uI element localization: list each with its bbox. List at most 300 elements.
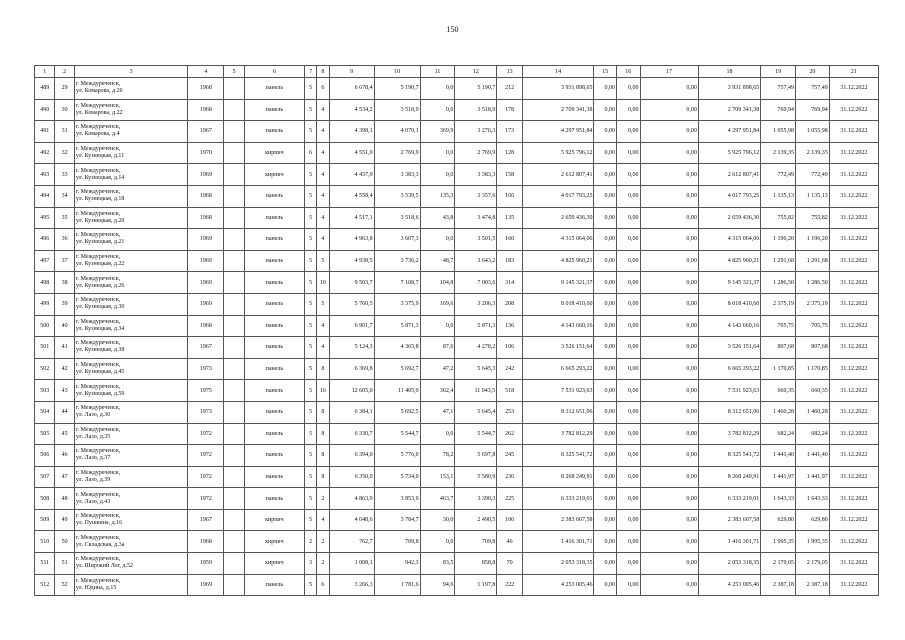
table-cell: 3 375,9	[374, 293, 420, 315]
table-cell: 0,00	[616, 358, 640, 380]
table-cell: 2 383 607,58	[522, 509, 594, 531]
table-cell: 0,00	[640, 401, 698, 423]
table-cell: 30	[55, 99, 74, 121]
table-cell: 8 325 541,72	[698, 445, 760, 467]
table-cell: 0,00	[616, 553, 640, 575]
column-header: 16	[616, 66, 640, 78]
table-cell: 4 437,9	[329, 164, 374, 186]
table-cell: 8	[317, 423, 329, 445]
table-cell: 8 312 651,06	[698, 401, 760, 423]
table-cell: 0,00	[594, 358, 617, 380]
table-cell: 1 197,8	[455, 574, 497, 596]
table-cell	[224, 358, 244, 380]
column-header: 9	[329, 66, 374, 78]
table-cell: 0,00	[640, 488, 698, 510]
address-line: ул. Кузнецкая, д.30	[75, 304, 125, 311]
table-cell: 858,8	[455, 553, 497, 575]
table-cell: 1967	[188, 509, 224, 531]
column-header: 21	[829, 66, 878, 78]
table-cell: 8	[317, 445, 329, 467]
table-cell: 1 055,98	[761, 121, 796, 143]
table-cell: 511	[35, 553, 55, 575]
table-cell: 41	[55, 337, 74, 359]
table-cell: 0,00	[616, 488, 640, 510]
table-row	[35, 185, 879, 207]
table-cell: панель	[244, 78, 304, 100]
table-cell: 682,24	[761, 423, 796, 445]
table-cell: 4 517,1	[329, 207, 374, 229]
table-cell: 3 383,3	[455, 164, 497, 186]
address-cell	[74, 445, 188, 467]
table-cell: 47	[55, 466, 74, 488]
table-cell: 6	[317, 78, 329, 100]
table-cell: 6 384,1	[329, 401, 374, 423]
table-cell: 31.12.2022	[829, 293, 878, 315]
address-line: ул. Кузнецкая, д.21	[75, 239, 125, 246]
table-cell: 1 055,98	[795, 121, 829, 143]
table-cell: 2 139,35	[761, 142, 796, 164]
table-cell: 0,00	[616, 164, 640, 186]
table-cell: 497	[35, 250, 55, 272]
address-line: ул. Лазо, д.43	[75, 498, 111, 505]
address-cell	[74, 553, 188, 575]
table-cell: 5 692,7	[374, 358, 420, 380]
table-cell: 4 558,4	[329, 185, 374, 207]
table-cell: 705,75	[795, 315, 829, 337]
table-cell: 2 387,18	[795, 574, 829, 596]
table-cell: 47,2	[420, 358, 455, 380]
table-cell: 0,0	[420, 423, 455, 445]
table-cell: 0,00	[594, 164, 617, 186]
table-cell: 29	[55, 78, 74, 100]
table-cell	[224, 380, 244, 402]
table-row	[35, 207, 879, 229]
table-cell: 3 206,3	[455, 293, 497, 315]
table-cell: кирпич	[244, 509, 304, 531]
table-cell: 78,2	[420, 445, 455, 467]
table-cell: 4 825 960,21	[522, 250, 594, 272]
table-cell: 509	[35, 509, 55, 531]
table-cell: 1 441,40	[795, 445, 829, 467]
table-cell: 5 645,3	[455, 358, 497, 380]
table-cell: 505	[35, 423, 55, 445]
table-cell: 2 490,5	[455, 509, 497, 531]
table-cell: 1 441,40	[761, 445, 796, 467]
address-line: ул. Кузнецкая, д.34	[75, 325, 125, 332]
table-cell: 12 605,0	[329, 380, 374, 402]
table-cell	[224, 553, 244, 575]
table-cell	[224, 121, 244, 143]
table-cell: 502	[35, 358, 55, 380]
table-cell: 0,00	[594, 380, 617, 402]
table-cell: 4 048,6	[329, 509, 374, 531]
table-cell: 4 534,2	[329, 99, 374, 121]
address-line: ул. Кузнецкая, д.20	[75, 217, 125, 224]
table-cell: 369,9	[420, 121, 455, 143]
table-cell: 491	[35, 121, 55, 143]
table-cell: 2 769,9	[374, 142, 420, 164]
table-cell: 5 544,7	[374, 423, 420, 445]
table-cell: 1 643,33	[761, 488, 796, 510]
table-cell: 3 853,9	[374, 488, 420, 510]
table-cell: 0,00	[640, 164, 698, 186]
table-cell: 9 145 321,37	[522, 272, 594, 294]
column-header: 20	[795, 66, 829, 78]
address-line: ул. Кузнецкая, д.11	[75, 153, 125, 160]
table-cell: 807,68	[761, 337, 796, 359]
table-cell: 0,00	[616, 380, 640, 402]
table-cell: 508	[35, 488, 55, 510]
table-cell: 1 170,85	[795, 358, 829, 380]
table-cell: 510	[35, 531, 55, 553]
table-cell: 495	[35, 207, 55, 229]
table-cell: 5	[305, 207, 317, 229]
column-header: 12	[455, 66, 497, 78]
table-cell: 3 526 151,64	[698, 337, 760, 359]
table-cell: 0,00	[616, 250, 640, 272]
table-cell	[224, 164, 244, 186]
address-line: г. Междуреченск,	[75, 362, 121, 369]
table-cell: 36	[55, 229, 74, 251]
table-cell: 314	[497, 272, 523, 294]
table-row	[35, 293, 879, 315]
table-cell: 4 253 005,46	[522, 574, 594, 596]
address-cell	[74, 488, 188, 510]
table-cell: 0,00	[640, 337, 698, 359]
table-cell: 51	[55, 553, 74, 575]
table-cell: 6 333 219,01	[698, 488, 760, 510]
table-cell: 0,0	[420, 229, 455, 251]
table-cell: 5	[305, 488, 317, 510]
table-row	[35, 574, 879, 596]
column-header: 3	[74, 66, 188, 78]
table-cell: 31.12.2022	[829, 121, 878, 143]
column-header: 6	[244, 66, 304, 78]
table-cell: 1969	[188, 272, 224, 294]
table-cell: 0,00	[594, 423, 617, 445]
table-cell: 3 518,9	[455, 99, 497, 121]
table-cell: 0,00	[616, 509, 640, 531]
table-cell: 5 925 796,12	[522, 142, 594, 164]
table-cell: 0,00	[594, 445, 617, 467]
table-cell: 31	[55, 121, 74, 143]
table-row	[35, 99, 879, 121]
address-line: ул. Складская, д.3а	[75, 541, 125, 548]
table-cell: 166	[497, 185, 523, 207]
table-cell: 1 460,28	[795, 401, 829, 423]
table-cell: 4	[317, 142, 329, 164]
table-cell: 8 325 541,72	[522, 445, 594, 467]
table-cell: 31.12.2022	[829, 509, 878, 531]
table-cell: 4 278,2	[455, 337, 497, 359]
table-cell: 31.12.2022	[829, 574, 878, 596]
table-cell: 4 297 951,84	[698, 121, 760, 143]
table-cell: 8 018 410,60	[522, 293, 594, 315]
table-cell: 33	[55, 164, 74, 186]
table-cell: 5	[305, 423, 317, 445]
address-line: г. Междуреченск,	[75, 491, 121, 498]
table-cell: панель	[244, 574, 304, 596]
table-cell: 4	[317, 337, 329, 359]
table-cell: 1972	[188, 488, 224, 510]
table-cell: 2	[317, 531, 329, 553]
address-line: г. Междуреченск,	[75, 448, 121, 455]
table-cell: 0,00	[616, 423, 640, 445]
address-line: г. Междуреченск,	[75, 189, 121, 196]
table-cell: 1 643,33	[795, 488, 829, 510]
column-header: 5	[224, 66, 244, 78]
table-cell: 1 416 301,71	[698, 531, 760, 553]
table-cell: панель	[244, 272, 304, 294]
table-cell: 0,00	[640, 509, 698, 531]
table-cell: 1969	[188, 229, 224, 251]
table-cell: 8	[317, 358, 329, 380]
table-cell: 0,00	[594, 99, 617, 121]
table-cell: кирпич	[244, 142, 304, 164]
table-cell: 0,00	[640, 466, 698, 488]
table-row	[35, 272, 879, 294]
table-cell	[224, 466, 244, 488]
table-cell: 0,00	[640, 293, 698, 315]
table-cell: 1 781,6	[374, 574, 420, 596]
table-cell: 5 871,3	[455, 315, 497, 337]
table-row	[35, 488, 879, 510]
table-row	[35, 142, 879, 164]
address-line: ул. Пушкина, д.16	[75, 520, 123, 527]
table-cell: 2 053 318,35	[522, 553, 594, 575]
table-cell: 4	[317, 99, 329, 121]
table-cell: 2 612 807,41	[698, 164, 760, 186]
table-cell: 0,00	[594, 315, 617, 337]
table-cell: 0,0	[420, 164, 455, 186]
table-cell: 755,82	[795, 207, 829, 229]
table-cell: 0,00	[594, 337, 617, 359]
table-cell: 135,3	[420, 185, 455, 207]
table-cell: 0,00	[640, 380, 698, 402]
table-cell: 1 441,97	[795, 466, 829, 488]
table-cell: 0,00	[594, 185, 617, 207]
table-cell: панель	[244, 207, 304, 229]
table-cell: 6 665 293,22	[698, 358, 760, 380]
table-cell: 34	[55, 185, 74, 207]
table-cell: 0,00	[640, 185, 698, 207]
table-cell: 6 678,4	[329, 78, 374, 100]
table-row	[35, 78, 879, 100]
table-cell: 5	[305, 229, 317, 251]
table-cell: 8 018 410,60	[698, 293, 760, 315]
table-cell: 32	[55, 142, 74, 164]
table-cell: 0,0	[420, 99, 455, 121]
table-cell: 3 782 812,29	[522, 423, 594, 445]
table-cell	[224, 293, 244, 315]
table-cell	[224, 250, 244, 272]
table-cell: 222	[497, 574, 523, 596]
table-cell: 3 526 151,64	[522, 337, 594, 359]
table-cell: 4 143 660,16	[522, 315, 594, 337]
table-cell: кирпич	[244, 553, 304, 575]
table-cell: 5 544,7	[455, 423, 497, 445]
table-cell: 31.12.2022	[829, 315, 878, 337]
address-cell	[74, 229, 188, 251]
table-cell: 501	[35, 337, 55, 359]
table-cell: 43	[55, 380, 74, 402]
table-cell: 503	[35, 380, 55, 402]
table-cell	[224, 509, 244, 531]
table-cell: 489	[35, 78, 55, 100]
address-line: г. Междуреченск,	[75, 534, 121, 541]
table-cell: 30,0	[420, 509, 455, 531]
table-cell: панель	[244, 358, 304, 380]
table-cell: 5 734,0	[374, 466, 420, 488]
address-cell	[74, 121, 188, 143]
table-cell: 7 108,7	[374, 272, 420, 294]
table-cell: 94,6	[420, 574, 455, 596]
table-cell: 31.12.2022	[829, 142, 878, 164]
address-cell	[74, 207, 188, 229]
table-cell: 5	[305, 509, 317, 531]
table-cell: 0,00	[640, 250, 698, 272]
address-line: г. Междуреченск,	[75, 124, 121, 131]
table-cell: 31.12.2022	[829, 358, 878, 380]
table-cell: 1969	[188, 293, 224, 315]
table-cell: 660,35	[795, 380, 829, 402]
table-cell: 178	[497, 99, 523, 121]
table-cell: 1970	[188, 142, 224, 164]
table-cell: 5	[305, 380, 317, 402]
table-cell: 0,00	[616, 272, 640, 294]
table-cell: 2 612 807,41	[522, 164, 594, 186]
table-cell: 6	[317, 574, 329, 596]
table-cell: 31.12.2022	[829, 272, 878, 294]
table-cell: 1 286,50	[795, 272, 829, 294]
table-cell: 11 405,9	[374, 380, 420, 402]
table-cell: 0,00	[594, 229, 617, 251]
table-cell: 0,00	[640, 121, 698, 143]
table-cell: панель	[244, 99, 304, 121]
table-cell: 3 357,6	[455, 185, 497, 207]
table-cell: 705,75	[761, 315, 796, 337]
table-cell: 1968	[188, 99, 224, 121]
table-cell: 5	[305, 337, 317, 359]
table-cell: 4 070,1	[374, 121, 420, 143]
table-cell: 1967	[188, 121, 224, 143]
table-cell: 37	[55, 250, 74, 272]
table-cell: 1968	[188, 531, 224, 553]
table-cell: 629,80	[795, 509, 829, 531]
table-cell: 5 697,8	[455, 445, 497, 467]
table-cell: панель	[244, 121, 304, 143]
address-line: г. Междуреченск,	[75, 469, 121, 476]
table-cell: 2 659 436,30	[522, 207, 594, 229]
table-cell: 0,00	[640, 358, 698, 380]
table-cell: 183	[497, 250, 523, 272]
table-cell: панель	[244, 293, 304, 315]
table-cell: 7 531 923,63	[698, 380, 760, 402]
table-cell: 493	[35, 164, 55, 186]
table-row	[35, 315, 879, 337]
table-cell	[224, 574, 244, 596]
table-cell: 4	[317, 185, 329, 207]
table-header-row	[35, 66, 879, 78]
table-cell: 16	[317, 380, 329, 402]
table-cell: 4 825 960,21	[698, 250, 760, 272]
table-cell: 158	[497, 164, 523, 186]
table-cell: 4 863,9	[329, 488, 374, 510]
table-cell: 769,94	[795, 99, 829, 121]
column-header: 18	[698, 66, 760, 78]
table-cell: 769,94	[761, 99, 796, 121]
table-cell: 245	[497, 445, 523, 467]
table-cell: 5	[305, 272, 317, 294]
address-line: г. Междуреченск,	[75, 232, 121, 239]
address-line: ул. Кузнецкая, д.45	[75, 369, 125, 376]
table-cell: 0,00	[640, 142, 698, 164]
table-cell: 3 390,3	[455, 488, 497, 510]
table-cell	[224, 423, 244, 445]
table-cell: 106	[497, 337, 523, 359]
table-cell: 1 170,85	[761, 358, 796, 380]
table-cell: 48	[55, 488, 74, 510]
table-cell: 1968	[188, 78, 224, 100]
table-cell: 463,7	[420, 488, 455, 510]
table-row	[35, 445, 879, 467]
table-cell: 11 043,5	[455, 380, 497, 402]
table-cell: 2 179,05	[795, 553, 829, 575]
table-cell: 7 003,6	[455, 272, 497, 294]
table-cell: 135	[497, 207, 523, 229]
address-line: г. Междуреченск,	[75, 513, 121, 520]
table-cell: панель	[244, 250, 304, 272]
table-cell: 5	[305, 164, 317, 186]
table-cell: 0,00	[640, 553, 698, 575]
table-cell: 2 387,18	[761, 574, 796, 596]
table-cell: 4	[317, 509, 329, 531]
table-cell: 9 145 321,37	[698, 272, 760, 294]
column-header: 13	[497, 66, 523, 78]
address-line: г. Междуреченск,	[75, 426, 121, 433]
address-cell	[74, 250, 188, 272]
table-cell: 4 963,8	[329, 229, 374, 251]
table-cell: 3 736,2	[374, 250, 420, 272]
table-cell: 0,00	[640, 99, 698, 121]
table-cell: 5	[305, 185, 317, 207]
table-cell: 3 518,6	[374, 207, 420, 229]
column-header: 1	[35, 66, 55, 78]
table-cell: 5 692,5	[374, 401, 420, 423]
table-cell: 5 580,9	[455, 466, 497, 488]
table-cell: 262	[497, 423, 523, 445]
table-cell: 31.12.2022	[829, 164, 878, 186]
table-cell: 0,00	[594, 142, 617, 164]
table-cell: 1 416 301,71	[522, 531, 594, 553]
table-cell: 1969	[188, 250, 224, 272]
table-row	[35, 164, 879, 186]
address-line: ул. Комарова, д.22	[75, 109, 123, 116]
table-cell: 0,00	[594, 574, 617, 596]
table-cell: 5 190,7	[374, 78, 420, 100]
table-cell: панель	[244, 401, 304, 423]
address-line: ул. Кузнецкая, д.38	[75, 347, 125, 354]
table-cell: 1959	[188, 553, 224, 575]
table-cell: 4	[317, 315, 329, 337]
table-cell	[224, 272, 244, 294]
table-cell: 50	[55, 531, 74, 553]
table-cell: 5 760,5	[329, 293, 374, 315]
table-cell: 4 938,5	[329, 250, 374, 272]
table-cell: 5 925 796,12	[698, 142, 760, 164]
table-cell: 709,8	[455, 531, 497, 553]
table-row	[35, 229, 879, 251]
